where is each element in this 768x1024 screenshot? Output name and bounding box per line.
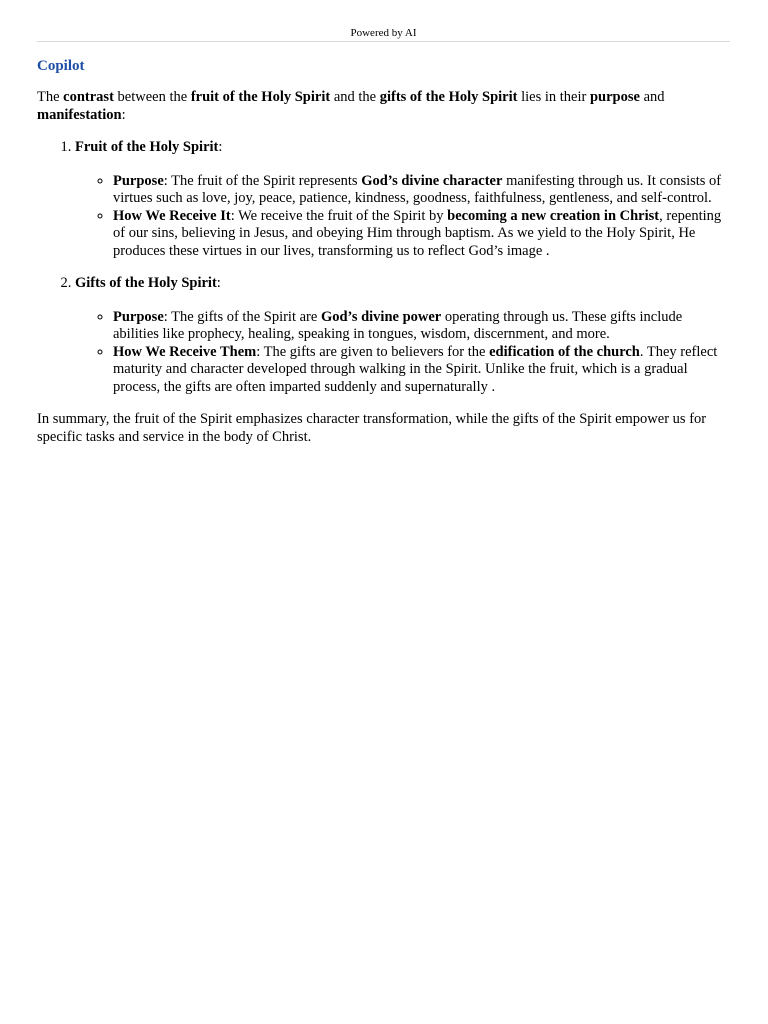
intro-text: lies in their — [517, 89, 590, 105]
powered-by-header: Powered by AI — [37, 25, 730, 42]
item-text: : The gifts of the Spirit are — [163, 308, 321, 325]
item-bold: becoming a new creation in Christ — [447, 207, 660, 224]
sub-bullet-list — [75, 173, 731, 261]
page-title: Copilot — [37, 58, 85, 74]
item-bold: God’s divine character — [361, 172, 503, 189]
intro-paragraph — [37, 89, 731, 124]
summary-paragraph: In summary, the fruit of the Spirit emphasizes character transformation, while the gifts of the Spirit empower us for specific tasks and service in the body of Christ. — [37, 411, 707, 445]
intro-text: : — [121, 106, 126, 123]
item-text: : The gifts are given to believers for the — [256, 343, 490, 360]
item-label: How We Receive It — [113, 207, 231, 224]
list-item — [113, 173, 731, 208]
list-item — [113, 208, 731, 261]
intro-text: and — [639, 89, 665, 105]
item-bold: edification of the church — [489, 343, 640, 360]
list-item — [113, 309, 731, 344]
item-label: Purpose — [113, 172, 164, 189]
item-label: How We Receive Them — [113, 343, 257, 360]
section-heading: Gifts of the Holy Spirit — [75, 275, 217, 291]
list-item — [113, 344, 731, 397]
section-item-gifts — [75, 275, 731, 396]
intro-bold: contrast — [63, 89, 114, 105]
item-text: : We receive the fruit of the Spirit by — [230, 207, 448, 224]
intro-bold: fruit of the Holy Spirit — [190, 89, 331, 105]
intro-text: and the — [330, 89, 380, 105]
main-numbered-list — [37, 139, 731, 396]
item-text: manifesting through us. It consists of virtues such as love, joy, peace, patience, kindness, goodness, faithfulness, gentleness, and self-control. — [113, 172, 722, 206]
intro-text: between the — [113, 89, 191, 105]
sub-bullet-list — [75, 309, 731, 397]
section-heading-suffix: : — [218, 139, 223, 155]
section-heading-suffix: : — [216, 275, 221, 291]
item-text: . They reflect maturity and character developed through walking in the Spirit. Unlike the fruit, which is a gradual process, the gifts are often imparted suddenly and supernaturally . — [113, 343, 718, 395]
item-label: Purpose — [113, 308, 164, 325]
item-text: , repenting of our sins, believing in Jesus, and obeying Him through baptism. As we yield to the Holy Spirit, He produces these virtues in our lives, transforming us to reflect God’s image . — [113, 207, 722, 259]
intro-text: The — [37, 89, 64, 105]
item-text: : The fruit of the Spirit represents — [163, 172, 362, 189]
intro-bold: manifestation — [37, 106, 122, 123]
item-text: operating through us. These gifts include abilities like prophecy, healing, speaking in tongues, wisdom, discernment, and more. — [113, 308, 683, 342]
intro-bold: gifts of the Holy Spirit — [379, 89, 518, 105]
intro-bold: purpose — [589, 89, 640, 105]
section-heading: Fruit of the Holy Spirit — [75, 139, 219, 155]
item-bold: God’s divine power — [320, 308, 442, 325]
section-item-fruit — [75, 139, 731, 260]
response-content — [37, 57, 731, 446]
